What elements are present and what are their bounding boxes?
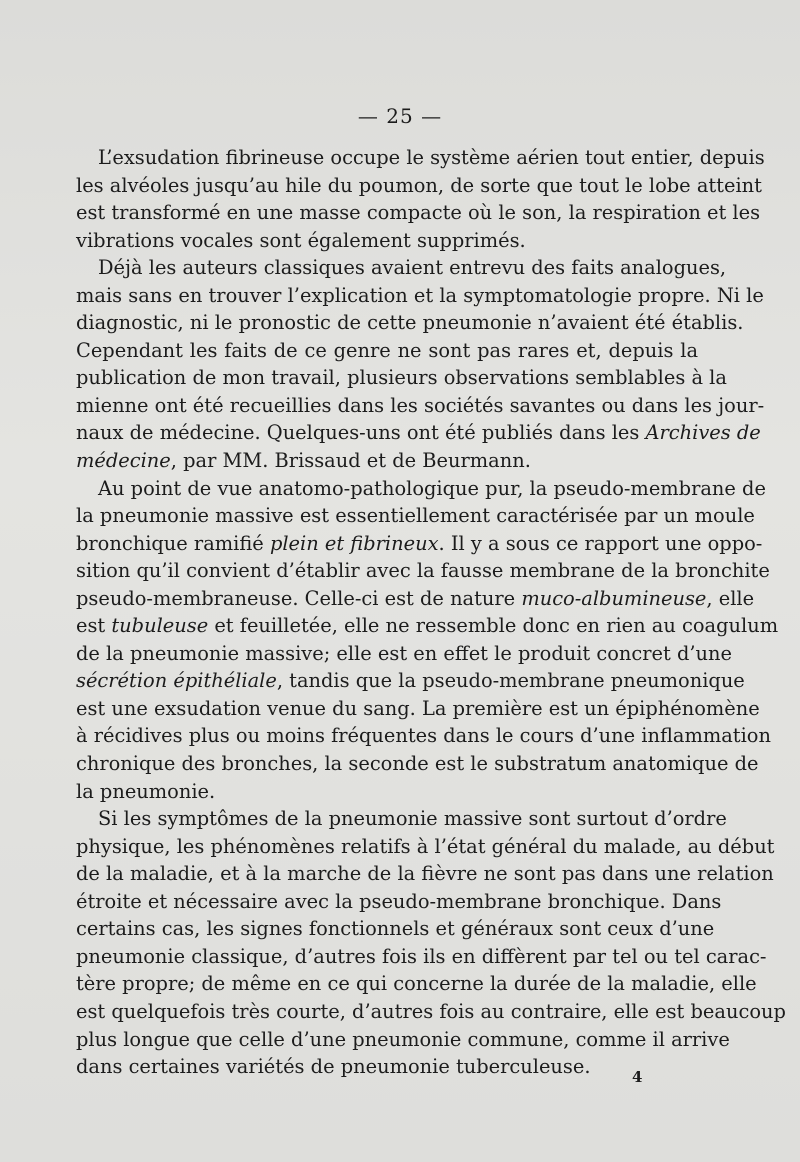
text-line: mienne ont été recueillies dans les sociétés savantes ou dans les jour- (76, 393, 765, 417)
text-line: la pneumonie massive est essentiellement caractérisée par un moule (76, 504, 755, 528)
text-run: naux de médecine. Quelques-uns ont été publiés dans les (76, 421, 646, 445)
text-line: de la pneumonie massive; elle est en effet le produit concret d’une (76, 641, 732, 665)
paragraph (76, 805, 786, 1080)
italic-text: médecine (76, 449, 171, 473)
signature-mark: 4 (632, 1068, 643, 1086)
text-run: , tandis que la pseudo-membrane pneumonique (276, 669, 745, 693)
text-run: pseudo-membraneuse. Celle-ci est de nature (76, 586, 522, 610)
text-line (76, 419, 761, 447)
text-line: diagnostic, ni le pronostic de cette pneumonie n’avaient été établis. (76, 311, 744, 335)
page-number: — 25 — (357, 104, 443, 128)
text-line: tère propre; de même en ce qui concerne la durée de la maladie, elle (76, 972, 757, 996)
paragraph (76, 254, 765, 474)
text-line: certains cas, les signes fonctionnels et généraux sont ceux d’une (76, 917, 715, 941)
text-line: les alvéoles jusqu’au hile du poumon, de sorte que tout le lobe atteint (76, 173, 762, 197)
body-text (76, 144, 786, 1081)
text-line: est quelquefois très courte, d’autres fois au contraire, elle est beaucoup (76, 999, 786, 1023)
italic-text: Archives de (645, 421, 761, 445)
text-line: la pneumonie. (76, 779, 216, 803)
text-run: et feuilletée, elle ne ressemble donc en rien au coagulum (208, 614, 779, 638)
text-run: , par MM. Brissaud et de Beurmann. (170, 449, 531, 473)
text-line (76, 530, 763, 558)
text-line: mais sans en trouver l’explication et la symptomatologie propre. Ni le (76, 283, 764, 307)
text-line (76, 667, 745, 695)
text-line (76, 585, 755, 613)
text-run: . Il y a sous ce rapport une oppo- (438, 531, 763, 555)
text-line: dans certaines variétés de pneumonie tuberculeuse. (76, 1055, 591, 1079)
text-line: sition qu’il convient d’établir avec la fausse membrane de la bronchite (76, 559, 770, 583)
italic-text: muco-albumineuse (521, 586, 707, 610)
text-line: L’exsudation fibrineuse occupe le système aérien tout entier, depuis (98, 146, 765, 169)
text-line: vibrations vocales sont également supprimés. (76, 228, 526, 252)
text-line: de la maladie, et à la marche de la fièvre ne sont pas dans une relation (76, 862, 774, 886)
text-line: chronique des bronches, la seconde est le substratum anatomique de (76, 752, 759, 776)
text-line: plus longue que celle d’une pneumonie commune, comme il arrive (76, 1027, 730, 1051)
text-line: étroite et nécessaire avec la pseudo-membrane bronchique. Dans (76, 889, 722, 913)
text-line: Cependant les faits de ce genre ne sont pas rares et, depuis la (76, 338, 698, 362)
text-line: Au point de vue anatomo-pathologique pur, la pseudo-membrane de (98, 476, 766, 500)
text-run: est (76, 614, 112, 638)
text-line (76, 447, 698, 475)
text-line (76, 612, 779, 640)
paragraph (76, 475, 779, 806)
text-line: Déjà les auteurs classiques avaient entrevu des faits analogues, (98, 256, 727, 280)
text-line: à récidives plus ou moins fréquentes dans le cours d’une inflammation (76, 724, 771, 748)
text-line: physique, les phénomènes relatifs à l’état général du malade, au début (76, 834, 775, 858)
text-line: publication de mon travail, plusieurs observations semblables à la (76, 366, 727, 390)
text-line: est transformé en une masse compacte où le son, la respiration et les (76, 201, 761, 225)
italic-text: tubuleuse (111, 614, 209, 638)
italic-text: sécrétion épithéliale (76, 669, 277, 693)
paragraph (76, 144, 765, 254)
italic-text: plein et fibrineux (269, 531, 439, 555)
text-line: pneumonie classique, d’autres fois ils en diffèrent par tel ou tel carac- (76, 944, 767, 968)
text-line: est une exsudation venue du sang. La première est un épiphénomène (76, 696, 760, 720)
text-run: bronchique ramifié (76, 531, 270, 555)
text-run: , elle (706, 586, 755, 610)
text-line: Si les symptômes de la pneumonie massive sont surtout d’ordre (98, 807, 727, 831)
